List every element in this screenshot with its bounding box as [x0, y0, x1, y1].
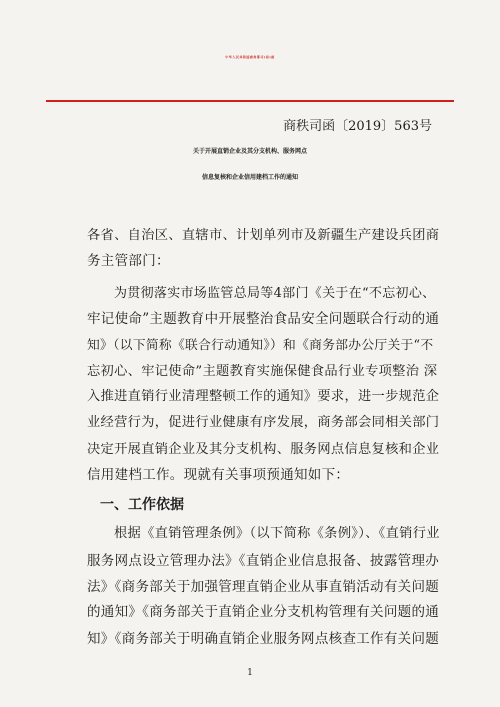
body-line: 决定开展直销企业及其分支机构、服务网点信息复核和企业	[87, 442, 440, 457]
body-line: 入推进直销行业清理整顿工作的通知》要求，进一步规范企	[87, 389, 440, 404]
body-line: 业经营行为，促进行业健康有序发展，商务部会同相关部门	[87, 415, 440, 430]
recipient-line: 务主管部门：	[87, 253, 170, 269]
document-title-line: 关于开展直销企业及其分支机构、服务网点	[192, 148, 307, 155]
letterhead-rule	[46, 100, 454, 102]
body-line: 知》（以下简称《联合行动通知》）和《商务部办公厅关于“不	[87, 338, 434, 353]
section-body-line: 根据《直销管理条例》（以下简称《条例》）、《直销行业	[114, 526, 440, 541]
page-number: 1	[247, 668, 253, 678]
recipient-line: 各省、自治区、直辖市、计划单列市及新疆生产建设兵团商	[87, 228, 440, 243]
body-line: 牢记使命”主题教育中开展整治食品安全问题联合行动的通	[87, 311, 440, 327]
section-body-line: 法》《商务部关于加强管理直销企业从事直销活动有关问题	[87, 579, 440, 595]
body-line: 信用建档工作。现就有关事项预通知如下：	[87, 467, 350, 483]
document-number: 商秩司函〔2019〕563号	[283, 119, 432, 134]
body-line: 忘初心、牢记使命”主题教育实施保健食品行业专项整治 深	[87, 364, 438, 379]
section-heading: 一、工作依据	[100, 497, 184, 513]
section-body-line: 服务网点设立管理办法》《直销企业信息报备、披露管理办	[87, 553, 440, 569]
document-title-line: 信息复核和企业信用建档工作的通知	[201, 174, 298, 181]
letterhead-title: 中华人民共和国商务部司(局)函	[225, 55, 275, 59]
section-body-line: 知》《商务部关于明确直销企业服务网点核查工作有关问题	[87, 631, 440, 647]
section-body-line: 的通知》《商务部关于直销企业分支机构管理有关问题的通	[87, 604, 440, 620]
body-line: 为贯彻落实市场监管总局等4部门《关于在“不忘初心、	[114, 286, 436, 301]
